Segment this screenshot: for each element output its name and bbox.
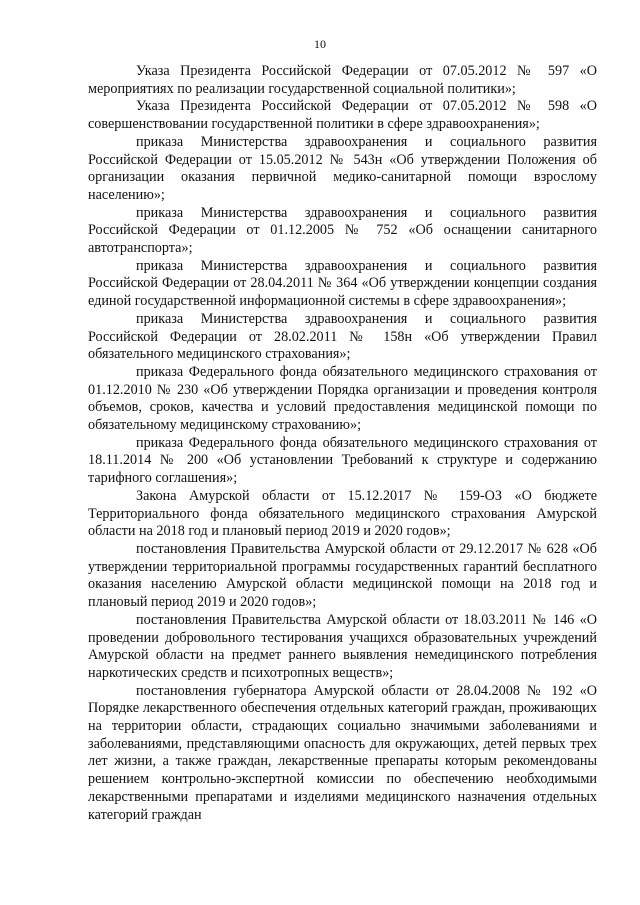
paragraph-order-752: приказа Министерства здравоохранения и социального развития Российской Федерации от 01.12.2005 № 752 «Об оснащении санитарного автотранспорта»; (88, 204, 597, 257)
paragraph-order-543n: приказа Министерства здравоохранения и социального развития Российской Федерации от 15.05.2012 № 543н «Об утверждении Положения об организации оказания первичной медико-санитарной помощи взрослому населению»; (88, 133, 597, 203)
paragraph-order-158n: приказа Министерства здравоохранения и социального развития Российской Федерации от 28.02.2011 № 158н «Об утверждении Правил обязательного медицинского страхования»; (88, 310, 597, 363)
paragraph-decree-597: Указа Президента Российской Федерации от 07.05.2012 № 597 «О мероприятиях по реализации государственной социальной политики»; (88, 63, 597, 97)
page-number: 10 (314, 37, 326, 51)
paragraph-resolution-192: постановления губернатора Амурской области от 28.04.2008 № 192 «О Порядке лекарственного обеспечения отдельных категорий граждан, проживающих на территории области, страдающих социально значимыми заболеваниями и заболеваниями, представляющими опасность для окружающих, детей первых трех лет жизни, а также граждан, лекарственные препараты которым рекомендованы решением контрольно-экспертной комиссии по обеспечению необходимыми лекарственными препаратами и изделиями медицинского назначения отдельных категорий граждан (88, 682, 597, 823)
paragraph-resolution-628: постановления Правительства Амурской области от 29.12.2017 № 628 «Об утверждении территориальной программы государственных гарантий бесплатного оказания населению Амурской области медицинской помощи на 2018 год и плановый период 2019 и 2020 годов»; (88, 540, 597, 611)
paragraph-order-364: приказа Министерства здравоохранения и социального развития Российской Федерации от 28.04.2011 № 364 «Об утверждении концепции создания единой государственной информационной системы в сфере здравоохранения»; (88, 257, 597, 310)
paragraph-resolution-146: постановления Правительства Амурской области от 18.03.2011 № 146 «О проведении добровольного тестирования учащихся образовательных учреждений Амурской области на предмет раннего выявления немедицинского потребления наркотических средств и психотропных веществ»; (88, 611, 597, 681)
paragraph-order-230: приказа Федерального фонда обязательного медицинского страхования от 01.12.2010 № 230 «Об утверждении Порядка организации и проведения контроля объемов, сроков, качества и условий предоставления медицинской помощи по обязательному медицинскому страхованию»; (88, 363, 597, 434)
paragraph-order-200: приказа Федерального фонда обязательного медицинского страхования от 18.11.2014 № 200 «Об установлении Требований к структуре и содержанию тарифного соглашения»; (88, 434, 597, 487)
paragraph-decree-598: Указа Президента Российской Федерации от 07.05.2012 № 598 «О совершенствовании государственной политики в сфере здравоохранения»; (88, 98, 597, 133)
document-body (88, 63, 597, 824)
paragraph-law-159-oz: Закона Амурской области от 15.12.2017 № 159-ОЗ «О бюджете Территориального фонда обязательного медицинского страхования Амурской области на 2018 год и плановый период 2019 и 2020 годов»; (88, 487, 597, 540)
